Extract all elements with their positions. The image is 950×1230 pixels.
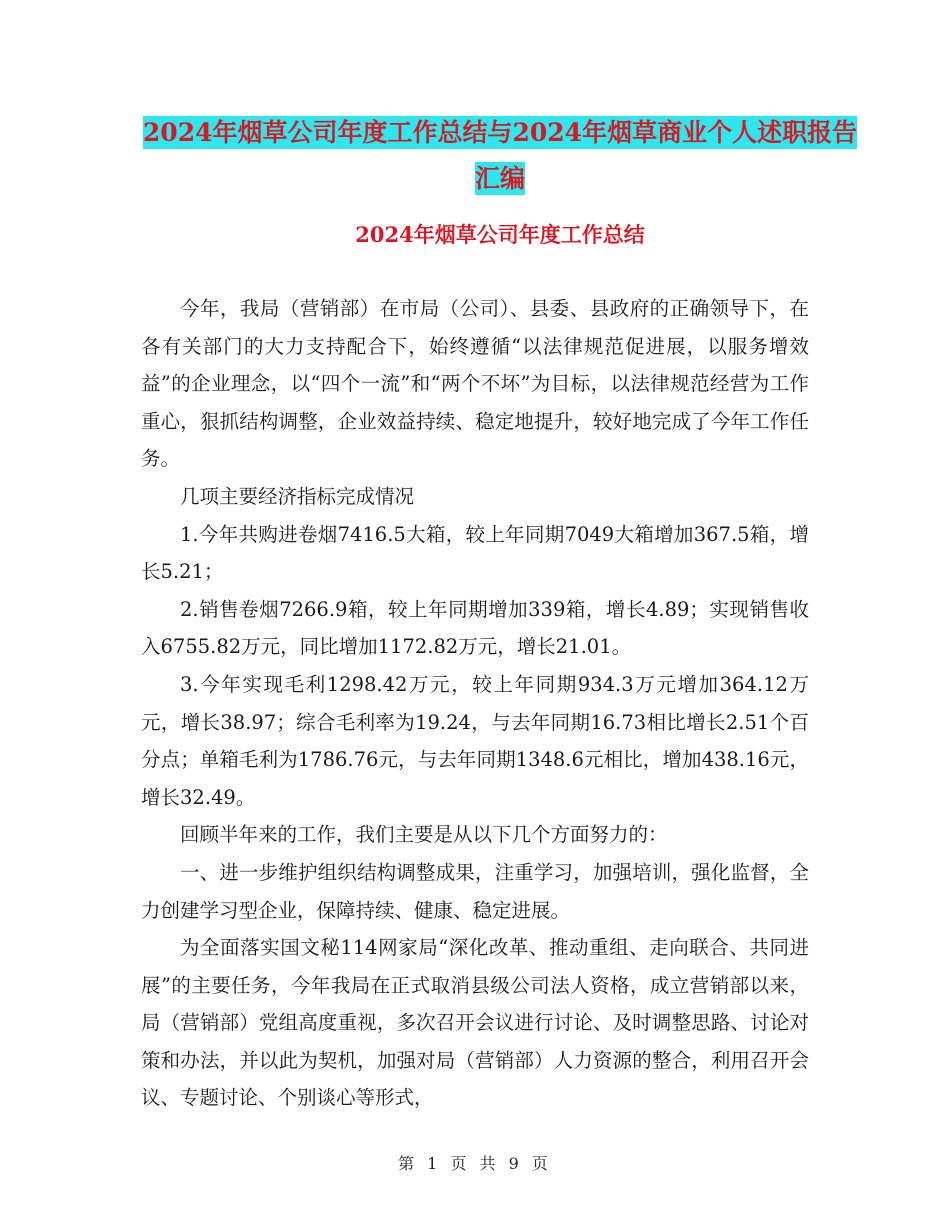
- paragraph-section-one: 一、进一步维护组织结构调整成果，注重学习，加强培训，强化监督，全力创建学习型企业，保障持续、健康、稳定进展。: [141, 860, 809, 922]
- paragraph-review: 回顾半年来的工作，我们主要是从以下几个方面努力的：: [180, 823, 668, 847]
- paragraph-item-3: 3.今年实现毛利1298.42万元，较上年同期934.3万元增加364.12万元，增长38.97；综合毛利率为19.24，与去年同期16.73相比增长2.51个百分点；单箱毛利为1786.76元，与去年同期1348.6元相比，增加438.16元，增长32.49。: [141, 672, 809, 809]
- page-footer: 第 1 页 共 9 页: [398, 1154, 552, 1173]
- paragraph-indicators-heading: 几项主要经济指标完成情况: [180, 484, 415, 508]
- paragraph-reform: 为全面落实国文秘114网家局“深化改革、推动重组、走向联合、共同进展”的主要任务，今年我局在正式取消县级公司法人资格，成立营销部以来，局（营销部）党组高度重视，多次召开会议进行讨论、及时调整思路、讨论对策和办法，并以此为契机，加强对局（营销部）人力资源的整合，利用召开会议、专题讨论、个别谈心等形式，: [141, 936, 809, 1110]
- document-title-text: 2024年烟草公司年度工作总结与2024年烟草商业个人述职报告汇编: [142, 118, 858, 193]
- paragraph-intro: 今年，我局（营销部）在市局（公司）、县委、县政府的正确领导下，在各有关部门的大力支持配合下，始终遵循“以法律规范促进展，以服务增效益”的企业理念，以“四个一流”和“两个不坏”为目标，以法律规范经营为工作重心，狠抓结构调整，企业效益持续、稳定地提升，较好地完成了今年工作任务。: [141, 297, 809, 471]
- section-title: 2024年烟草公司年度工作总结: [355, 222, 645, 247]
- document-body: [141, 290, 809, 1117]
- document-title: [140, 110, 860, 202]
- paragraph-item-2: 2.销售卷烟7266.9箱，较上年同期增加339箱，增长4.89；实现销售收入6755.82万元，同比增加1172.82万元，增长21.01。: [141, 597, 809, 659]
- paragraph-item-1: 1.今年共购进卷烟7416.5大箱，较上年同期7049大箱增加367.5箱，增长5.21；: [141, 522, 809, 584]
